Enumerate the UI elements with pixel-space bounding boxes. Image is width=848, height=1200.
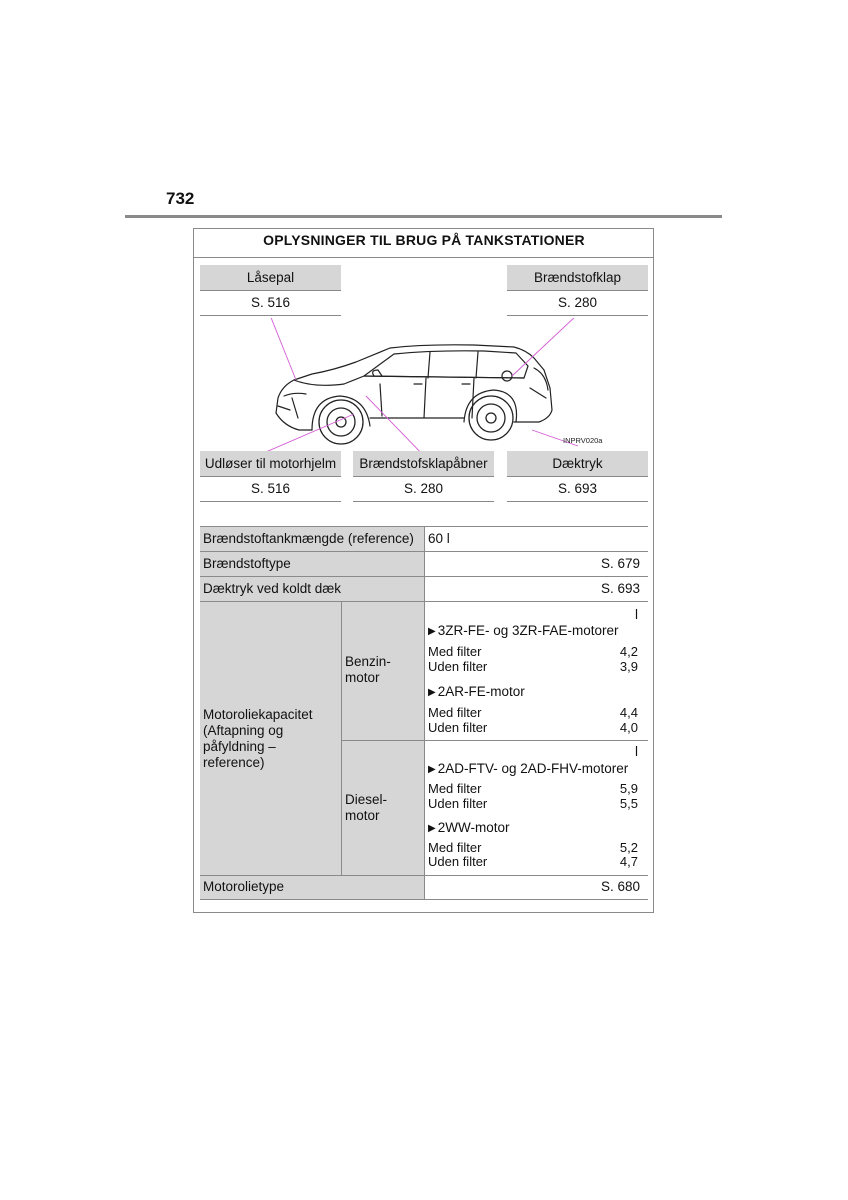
diesel-engine-2-with-filter-value: 5,2 bbox=[619, 840, 638, 855]
diesel-engine-1-without-filter-label: Uden filter bbox=[428, 796, 488, 811]
diesel-engine-1-with-filter-value: 5,9 bbox=[619, 781, 638, 796]
gasoline-engine-1-without-filter-value: 3,9 bbox=[619, 659, 638, 674]
diesel-engine-1-with-filter-label: Med filter bbox=[428, 781, 482, 796]
gasoline-engine-label: Benzin-motor bbox=[345, 654, 391, 685]
diesel-engine-2-without-filter-label: Uden filter bbox=[428, 854, 488, 869]
tank-capacity-value: 60 l bbox=[428, 531, 450, 546]
diesel-unit: l bbox=[635, 744, 638, 759]
cold-tire-pressure-label: Dæktryk ved koldt dæk bbox=[203, 581, 342, 596]
gasoline-engine-1-with-filter-label: Med filter bbox=[428, 644, 482, 659]
callout-fuel-door-opener-page[interactable]: S. 280 bbox=[353, 477, 494, 502]
callout-hood-lock-page[interactable]: S. 516 bbox=[200, 291, 341, 316]
gasoline-engine-2-name: ▶ 2AR-FE-motor bbox=[428, 684, 525, 699]
gasoline-engine-2-with-filter-value: 4,4 bbox=[619, 705, 638, 720]
triangle-bullet-icon: ▶ bbox=[428, 626, 436, 637]
spec-table bbox=[200, 526, 648, 900]
diesel-engine-2-with-filter-label: Med filter bbox=[428, 840, 482, 855]
gasoline-engine-1-name: ▶ 3ZR-FE- og 3ZR-FAE-motorer bbox=[428, 623, 619, 638]
callout-hood-lock-label: Låsepal bbox=[200, 265, 341, 291]
gasoline-engine-2-without-filter-value: 4,0 bbox=[619, 720, 638, 735]
callout-hood-release-page[interactable]: S. 516 bbox=[200, 477, 341, 502]
fuel-type-value[interactable]: S. 679 bbox=[600, 556, 640, 571]
diesel-engine-2-name: ▶ 2WW-motor bbox=[428, 820, 510, 835]
panel-title: OPLYSNINGER TIL BRUG PÅ TANKSTATIONER bbox=[263, 232, 585, 248]
callout-fuel-door-page[interactable]: S. 280 bbox=[507, 291, 648, 316]
oil-type-label: Motorolietype bbox=[203, 879, 285, 894]
gasoline-unit: l bbox=[635, 607, 638, 622]
callout-fuel-door-opener-label: Brændstofsklapåbner bbox=[353, 451, 494, 477]
cold-tire-pressure-value[interactable]: S. 693 bbox=[600, 581, 640, 596]
diesel-engine-label: Diesel-motor bbox=[345, 792, 388, 823]
callout-fuel-door-label: Brændstofklap bbox=[507, 265, 648, 291]
gasoline-engine-1-without-filter-label: Uden filter bbox=[428, 659, 488, 674]
triangle-bullet-icon: ▶ bbox=[428, 687, 436, 698]
diagram-code: INPRV020a bbox=[563, 436, 603, 445]
diesel-engine-1-name: ▶ 2AD-FTV- og 2AD-FHV-motorer bbox=[428, 761, 629, 776]
callout-tire-pressure-page[interactable]: S. 693 bbox=[507, 477, 648, 502]
diesel-engine-1-without-filter-value: 5,5 bbox=[619, 796, 638, 811]
fuel-type-label: Brændstoftype bbox=[203, 556, 291, 571]
gasoline-engine-2-without-filter-label: Uden filter bbox=[428, 720, 488, 735]
callout-hood-release-label: Udløser til motorhjelm bbox=[200, 451, 341, 477]
callout-tire-pressure-label: Dæktryk bbox=[507, 451, 648, 477]
gasoline-engine-2-with-filter-label: Med filter bbox=[428, 705, 482, 720]
triangle-bullet-icon: ▶ bbox=[428, 823, 436, 834]
header-rule bbox=[125, 215, 722, 218]
oil-type-value[interactable]: S. 680 bbox=[600, 879, 640, 894]
diesel-engine-2-without-filter-value: 4,7 bbox=[619, 854, 638, 869]
oil-capacity-label: Motoroliekapacitet (Aftapning og påfyldning – reference) bbox=[203, 707, 313, 770]
panel-title-rule bbox=[194, 257, 653, 258]
gasoline-engine-1-with-filter-value: 4,2 bbox=[619, 644, 638, 659]
page-number: 732 bbox=[166, 189, 195, 208]
triangle-bullet-icon: ▶ bbox=[428, 764, 436, 775]
tank-capacity-label: Brændstoftankmængde (reference) bbox=[203, 531, 414, 546]
